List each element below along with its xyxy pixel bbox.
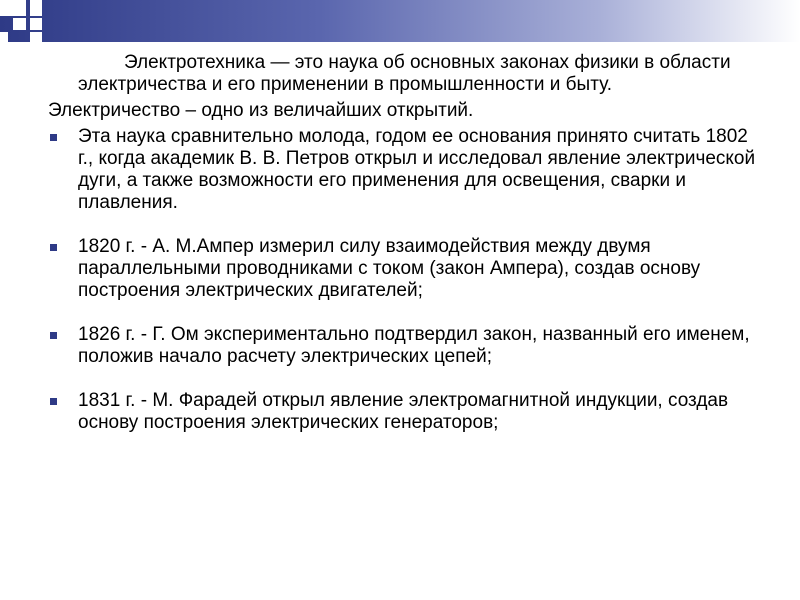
decor-square [0, 0, 26, 16]
decor-square [30, 0, 42, 16]
square-bullet-icon [50, 398, 57, 405]
bullet-list [48, 126, 764, 434]
decor-square [30, 18, 42, 30]
list-item-text: Эта наука сравнительно молода, годом ее основания принято считать 1802 г., когда академик В. В. Петров открыл и исследовал явление электрической дуги, а также возможности его применения для освещения, сварки и плавления. [78, 126, 756, 213]
list-item [48, 324, 764, 368]
list-item-text: 1826 г. - Г. Ом экспериментально подтвердил закон, названный его именем, положив начало расчету электрических цепей; [78, 324, 750, 367]
decor-square [13, 18, 26, 30]
statement-paragraph: Электричество – одно из величайших открытий. [48, 100, 474, 121]
square-bullet-icon [50, 244, 57, 251]
square-bullet-icon [50, 134, 57, 141]
intro-paragraph: Электротехника — это наука об основных законах физики в области электричества и его применении в промышленности и быту. [78, 52, 731, 95]
list-item [48, 390, 764, 434]
slide-body [48, 52, 764, 434]
list-item-text: 1831 г. - М. Фарадей открыл явление электромагнитной индукции, создав основу построения электрических генераторов; [78, 390, 729, 433]
list-item [48, 126, 764, 214]
square-bullet-icon [50, 332, 57, 339]
decor-square [30, 32, 42, 42]
list-item [48, 236, 764, 302]
list-item-text: 1820 г. - А. М.Ампер измерил силу взаимодействия между двумя параллельными проводниками с током (закон Ампера), создав основу построения электрических двигателей; [78, 236, 701, 301]
header-gradient-band [0, 0, 800, 42]
decor-square [0, 32, 8, 42]
